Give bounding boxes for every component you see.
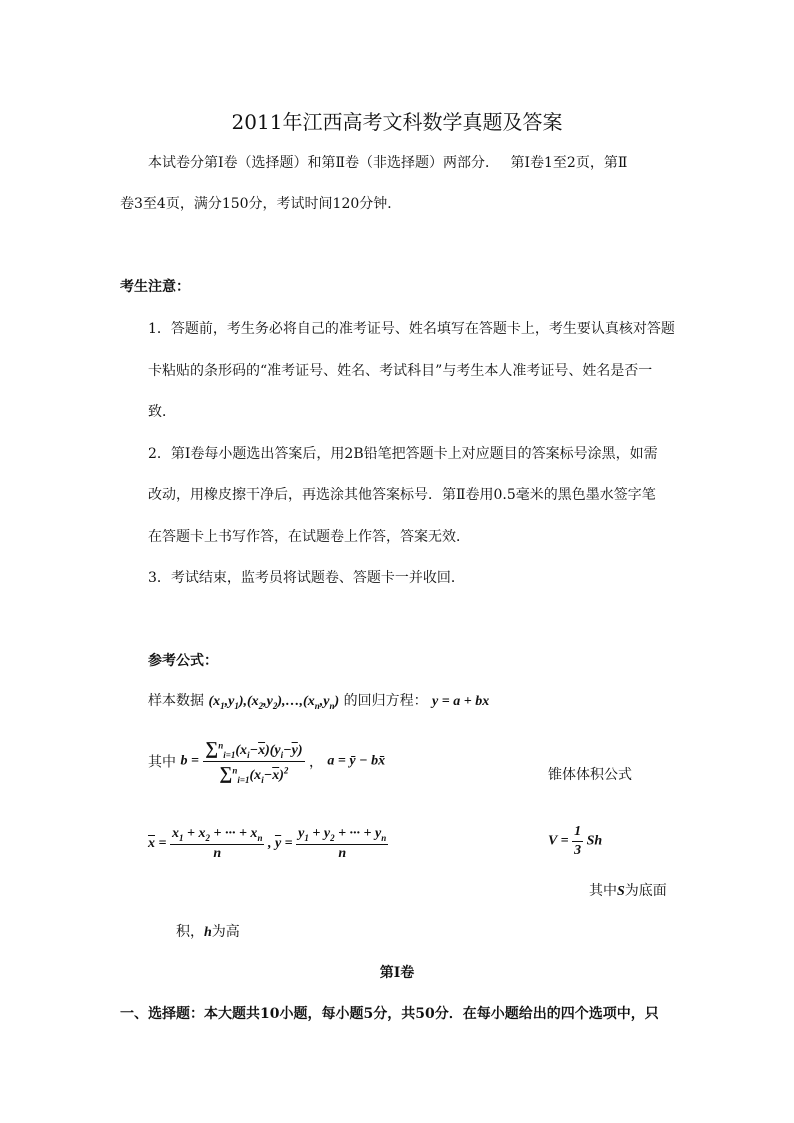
notice-line: 在答题卡上书写作答，在试题卷上作答，答案无效．: [148, 529, 470, 545]
one-third-fraction: $\frac{1}{3}$: [574, 824, 582, 858]
regression-formula: y = a + bx: [432, 694, 490, 709]
ybar-fraction: $\frac{y_1 + y_2 + \cdot\cdot\cdot + y_n}{n}$: [298, 826, 387, 861]
volume-heading: 第Ⅰ卷: [379, 965, 415, 981]
where-prefix: 其中: [148, 754, 176, 771]
cone-volume-formula: [548, 824, 602, 859]
notice-line: 2．第Ⅰ卷每小题选出答案后，用2B铅笔把答题卡上对应题目的答案标号涂黑，如需: [148, 446, 658, 462]
v-label: V =: [548, 833, 569, 849]
means-formula: $\overline{x}$ = $\frac{x_1 + x_2 + \cdot\cdot\cdot + x_n}{n}$ , $\overline{y}$ = $\frac{y_1 + y_2 + \cdot\cdot\cdot + y_n}{n}$: [148, 826, 387, 861]
a-formula: a = ȳ − bx̄: [327, 753, 386, 769]
b-denominator: $\sum^n_{i=1}(x_i-\overline{x})^2$: [219, 762, 289, 785]
cone-volume-label: 锥体体积公式: [548, 767, 632, 783]
sample-suffix: 的回归方程：: [343, 693, 428, 709]
sample-prefix: 样本数据: [148, 693, 204, 709]
page-title: 2011年江西高考文科数学真题及答案: [231, 110, 563, 134]
choice-section-intro: 一、选择题：本大题共10小题，每小题5分，共50分．在每小题给出的四个选项中，只: [120, 1006, 659, 1022]
height-note: 积，h为高: [176, 924, 240, 940]
formulas-heading: 参考公式：: [148, 653, 218, 669]
intro-line-1: 本试卷分第Ⅰ卷（选择题）和第Ⅱ卷（非选择题）两部分． 第Ⅰ卷1至2页，第Ⅱ: [148, 155, 628, 171]
notice-line: 卡粘贴的条形码的“准考证号、姓名、考试科目”与考生本人准考证号、姓名是否一: [148, 363, 653, 379]
notice-heading: 考生注意：: [120, 279, 190, 295]
intro-line-2: 卷3至4页，满分150分，考试时间120分钟．: [120, 196, 402, 212]
xbar-fraction: $\frac{x_1 + x_2 + \cdot\cdot\cdot + x_n}{n}$: [171, 826, 263, 861]
notice-line: 致．: [148, 404, 176, 420]
notice-line: 改动，用橡皮擦干净后，再选涂其他答案标号．第Ⅱ卷用0.5毫米的黑色墨水签字笔: [148, 487, 656, 503]
notice-line: 1．答题前，考生务必将自己的准考证号、姓名填写在答题卡上，考生要认真核对答题: [148, 321, 675, 337]
sample-data-line: [148, 690, 489, 711]
base-area-note: 其中S为底面: [589, 883, 667, 899]
sample-points-formula: $(x_1,y_1),(x_2,y_2),\dots,(x_n,y_n)$: [208, 694, 340, 711]
b-numerator: $\sum^n_{i=1}(x_i-\overline{x})(y_i-\overline{y})$: [205, 738, 303, 760]
b-formula-line: 其中 b = $\frac{\sum^n_{i=1}(x_i-\overline{x})(y_i-\overline{y})}{\sum^n_{i=1}(x_i-\overline{x})^2}$ ， a = ȳ − bx̄: [148, 738, 386, 785]
b-fraction: [203, 738, 304, 785]
sh-symbol: Sh: [586, 833, 603, 849]
b-label: b =: [180, 753, 199, 769]
notice-line: 3．考试结束，监考员将试题卷、答题卡一并收回．: [148, 570, 465, 586]
